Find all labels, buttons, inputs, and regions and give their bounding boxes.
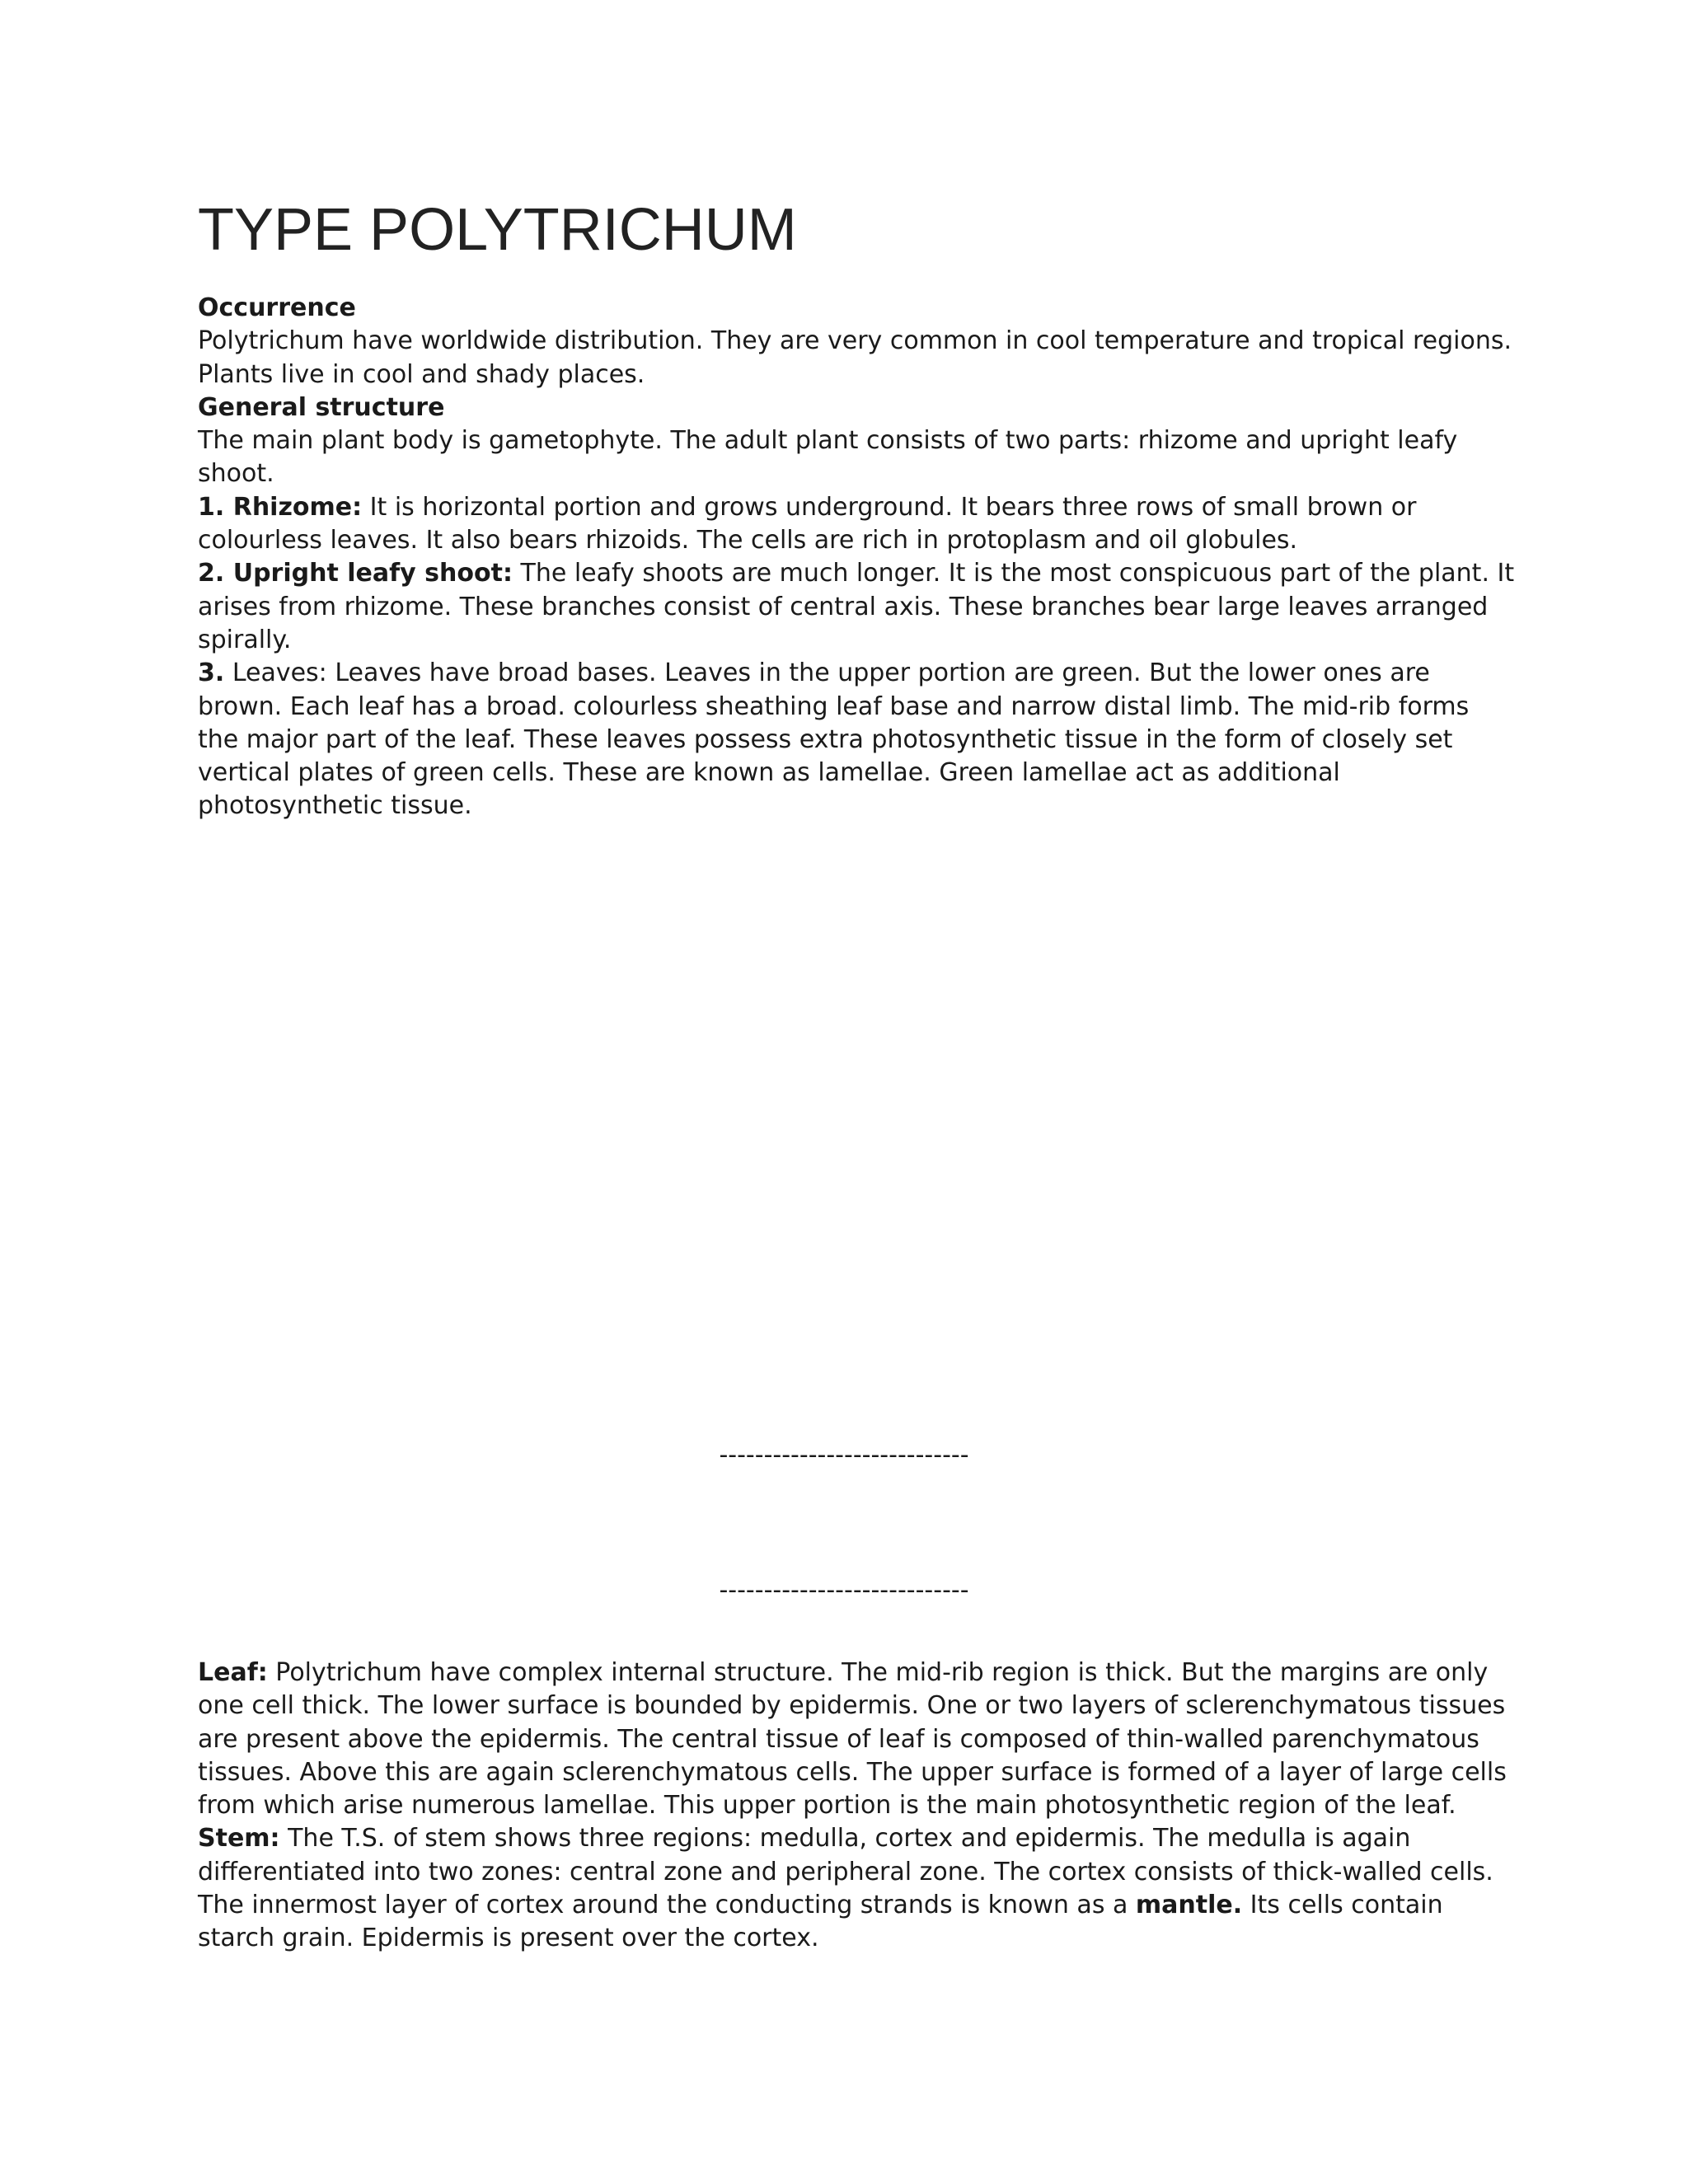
general-structure-heading: General structure — [198, 392, 445, 422]
list-item-label: 2. Upright leafy shoot: — [198, 559, 513, 588]
page-title: TYPE POLYTRICHUM — [198, 197, 797, 263]
separator-line: ---------------------------- — [719, 1441, 969, 1469]
list-item-text: It is horizontal portion and grows underground. It bears three rows of small brown or colourless leaves. It also bears rhizoids. The cells are rich in protoplasm and oil globules. — [198, 492, 1417, 555]
general-structure-intro: The main plant body is gametophyte. The adult plant consists of two parts: rhizome and upright leafy shoot. — [198, 426, 1458, 489]
occurrence-text: Polytrichum have worldwide distribution. They are very common in cool temperature and tropical regions. Plants live in cool and shady places. — [198, 326, 1512, 389]
leaf-text: Polytrichum have complex internal structure. The mid-rib region is thick. But the margins are only one cell thick. The lower surface is bounded by epidermis. One or two layers of sclerenchymatous tissues are present above the epidermis. The central tissue of leaf is composed of thin-walled parenchymatous tissues. Above this are again sclerenchymatous cells. The upper surface is formed of a layer of large cells from which arise numerous lamellae. This upper portion is the main photosynthetic region of the leaf. — [198, 1658, 1507, 1821]
list-item-label: 1. Rhizome: — [198, 492, 363, 522]
stem-text-after: Its cells contain starch grain. Epidermis is present over the cortex. — [198, 1891, 1443, 1953]
list-item-upright-leafy-shoot — [198, 557, 1517, 657]
list-item-text: The leafy shoots are much longer. It is the most conspicuous part of the plant. It arises from rhizome. These branches consist of central axis. These branches bear large leaves arranged spirally. — [198, 559, 1515, 654]
separator-line: ---------------------------- — [719, 1576, 969, 1605]
list-item-leaves — [198, 657, 1517, 823]
list-item-text: Leaves: Leaves have broad bases. Leaves in the upper portion are green. But the lower ones are brown. Each leaf has a broad. colourless sheathing leaf base and narrow distal limb. The mid-rib forms the major part of the leaf. These leaves possess extra photosynthetic tissue in the form of closely set vertical plates of green cells. These are known as lamellae. Green lamellae act as additional photosynthetic tissue. — [198, 658, 1470, 821]
occurrence-heading: Occurrence — [198, 293, 356, 322]
list-item-label: 3. — [198, 658, 225, 688]
bottom-section — [198, 1657, 1517, 1956]
top-section — [198, 292, 1517, 823]
leaf-label: Leaf: — [198, 1658, 268, 1687]
mantle-emphasis: mantle. — [1135, 1891, 1243, 1920]
leaf-paragraph — [198, 1657, 1517, 1822]
stem-text-before: The T.S. of stem shows three regions: medulla, cortex and epidermis. The medulla is again differentiated into two zones: central zone and peripheral zone. The cortex consists of thick-walled cells. The innermost layer of cortex around the conducting strands is known as a — [198, 1824, 1493, 1920]
list-item-rhizome — [198, 491, 1517, 558]
stem-paragraph — [198, 1822, 1517, 1955]
stem-label: Stem: — [198, 1824, 280, 1854]
